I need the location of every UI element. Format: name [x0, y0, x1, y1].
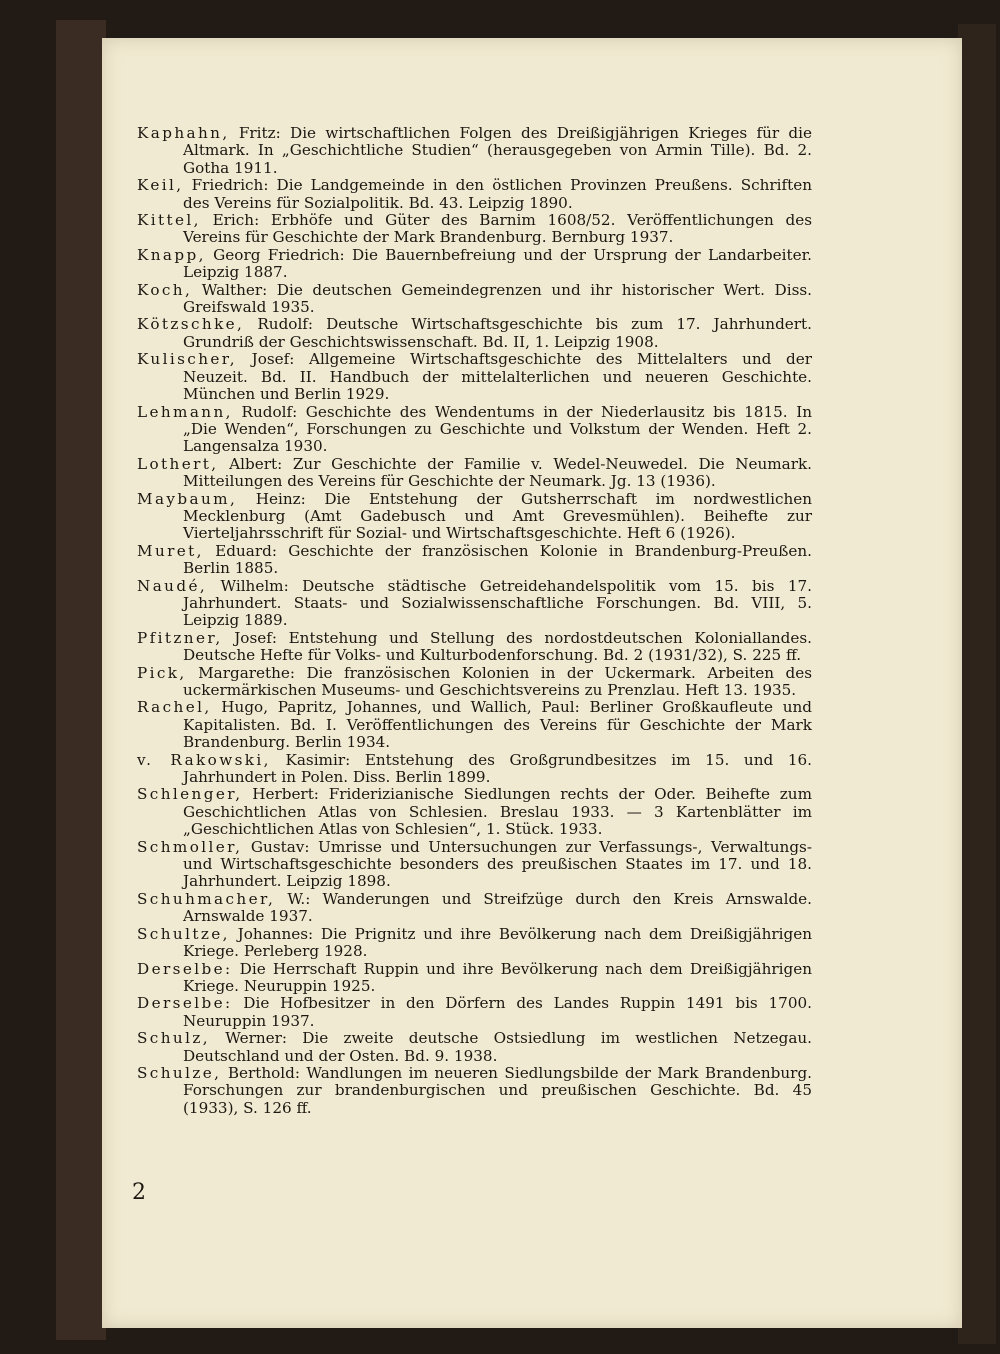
bibliography-entry — [137, 926, 812, 961]
entry-details: Die Herrschaft Ruppin und ihre Bevölkerung nach dem Dreißigjährigen Kriege. Neuruppin 1925. — [183, 959, 812, 995]
entry-author: Schulz, — [137, 1029, 210, 1048]
entry-author: Lehmann, — [137, 402, 233, 421]
entry-author: Schulze, — [137, 1063, 222, 1082]
bibliography-entry — [137, 752, 812, 787]
entry-details: Heinz: Die Entstehung der Gutsherrschaft im nordwestlichen Mecklenburg (Amt Gadebusch und Amt Grevesmühlen). Beihefte zur Vierteljahrsschrift für Sozial- und Wirtschaftsgeschichte. Heft 6 (1926). — [183, 489, 812, 543]
bibliography-entry — [137, 543, 812, 578]
entry-author: Kulischer, — [137, 350, 237, 369]
entry-details: Josef: Allgemeine Wirtschaftsgeschichte des Mittelalters und der Neuzeit. Bd. II. Handbuch der mittelalterlichen und neueren Geschichte. München und Berlin 1929. — [183, 350, 812, 404]
entry-details: Friedrich: Die Landgemeinde in den östlichen Provinzen Preußens. Schriften des Vereins für Sozialpolitik. Bd. 43. Leipzig 1890. — [183, 176, 812, 212]
bibliography-entry — [137, 1065, 812, 1117]
entry-author: v. Rakowski, — [137, 750, 271, 769]
entry-details: Walther: Die deutschen Gemeindegrenzen und ihr historischer Wert. Diss. Greifswald 1935. — [183, 280, 812, 317]
bibliography-entry — [137, 247, 812, 282]
entry-details: Rudolf: Deutsche Wirtschaftsgeschichte bis zum 17. Jahrhundert. Grundriß der Geschichtswissenschaft. Bd. II, 1. Leipzig 1908. — [183, 315, 812, 351]
bibliography-entry — [137, 316, 812, 351]
entry-author: Rachel, — [137, 698, 212, 717]
bibliography-entry — [137, 665, 812, 700]
entry-details: Wilhelm: Deutsche städtische Getreidehandelspolitik vom 15. bis 17. Jahrhundert. Staats- und Sozialwissenschaftliche Forschungen. Bd. VIII, 5. Leipzig 1889. — [183, 576, 812, 630]
entry-author: Pick, — [137, 663, 187, 682]
entry-author: Koch, — [137, 280, 193, 299]
entry-author: Schuhmacher, — [137, 889, 276, 908]
entry-author: Derselbe: — [137, 959, 233, 978]
entry-author: Kötzschke, — [137, 315, 245, 334]
entry-author: Kittel, — [137, 211, 201, 230]
bibliography-entry — [137, 456, 812, 491]
cover-edge-right — [958, 24, 996, 1344]
bibliography-entry — [137, 212, 812, 247]
entry-details: Gustav: Umrisse und Untersuchungen zur Verfassungs-, Verwaltungs- und Wirtschaftsgeschichte besonders des preußischen Staates im 17. und 18. Jahrhundert. Leipzig 1898. — [183, 837, 812, 891]
bibliography-entry — [137, 351, 812, 403]
entry-details: Fritz: Die wirtschaftlichen Folgen des Dreißigjährigen Krieges für die Altmark. In „Geschichtliche Studien“ (herausgegeben von Armin Tille). Bd. 2. Gotha 1911. — [183, 124, 812, 177]
bibliography-entry — [137, 699, 812, 751]
entry-author: Schmoller, — [137, 837, 243, 856]
entry-author: Muret, — [137, 541, 204, 560]
entry-details: Margarethe: Die französischen Kolonien in der Uckermark. Arbeiten des uckermärkischen Museums- und Geschichtsvereins zu Prenzlau. Heft 13. 1935. — [183, 663, 812, 699]
bibliography-entry — [137, 125, 812, 177]
entry-details: Kasimir: Entstehung des Großgrundbesitzes im 15. und 16. Jahrhundert in Polen. Diss. Berlin 1899. — [183, 750, 812, 787]
bibliography-entry — [137, 491, 812, 543]
entry-author: Naudé, — [137, 576, 208, 595]
entry-author: Maybaum, — [137, 489, 238, 508]
entry-details: W.: Wanderungen und Streifzüge durch den Kreis Arnswalde. Arnswalde 1937. — [183, 889, 812, 926]
entry-author: Pfitzner, — [137, 628, 223, 647]
bibliography-entry — [137, 839, 812, 891]
entry-details: Werner: Die zweite deutsche Ostsiedlung im westlichen Netzegau. Deutschland und der Osten. Bd. 9. 1938. — [183, 1029, 812, 1065]
entry-author: Kaphahn, — [137, 124, 230, 142]
entry-author: Lothert, — [137, 454, 219, 473]
bibliography-entry — [137, 995, 812, 1030]
bibliography-entry — [137, 282, 812, 317]
entry-details: Josef: Entstehung und Stellung des nordostdeutschen Koloniallandes. Deutsche Hefte für Volks- und Kulturbodenforschung. Bd. 2 (1931/32), S. 225 ff. — [183, 628, 812, 665]
entry-author: Knapp, — [137, 245, 206, 264]
cover-edge-left — [56, 20, 106, 1340]
entry-details: Berthold: Wandlungen im neueren Siedlungsbilde der Mark Brandenburg. Forschungen zur brandenburgischen und preußischen Geschichte. Bd. 45 (1933), S. 126 ff. — [183, 1063, 812, 1117]
entry-details: Rudolf: Geschichte des Wendentums in der Niederlausitz bis 1815. In „Die Wenden“, Forschungen zu Geschichte und Volkstum der Wenden. Heft 2. Langensalza 1930. — [183, 402, 812, 456]
bibliography-list — [137, 125, 812, 1117]
entry-details: Hugo, Papritz, Johannes, und Wallich, Paul: Berliner Großkaufleute und Kapitalisten. Bd. I. Veröffentlichungen des Vereins für Geschichte der Mark Brandenburg. Berlin 1934. — [183, 698, 812, 752]
entry-details: Die Hofbesitzer in den Dörfern des Landes Ruppin 1491 bis 1700. Neuruppin 1937. — [183, 994, 812, 1030]
entry-author: Keil, — [137, 176, 184, 195]
entry-details: Herbert: Friderizianische Siedlungen rechts der Oder. Beihefte zum Geschichtlichen Atlas von Schlesien. Breslau 1933. — 3 Kartenblätter im „Geschichtlichen Atlas von Schlesien“, 1. Stück. 1933. — [183, 785, 812, 839]
bibliography-entry — [137, 891, 812, 926]
entry-details: Georg Friedrich: Die Bauernbefreiung und der Ursprung der Landarbeiter. Leipzig 1887. — [183, 245, 812, 282]
bibliography-entry — [137, 404, 812, 456]
entry-details: Johannes: Die Prignitz und ihre Bevölkerung nach dem Dreißigjährigen Kriege. Perleberg 1928. — [183, 924, 812, 961]
entry-author: Schlenger, — [137, 785, 243, 804]
bibliography-entry — [137, 1030, 812, 1065]
entry-author: Derselbe: — [137, 994, 233, 1013]
bibliography-entry — [137, 961, 812, 996]
bibliography-entry — [137, 786, 812, 838]
page-number: 2 — [132, 1180, 146, 1205]
bibliography-entry — [137, 578, 812, 630]
bibliography-entry — [137, 177, 812, 212]
bibliography-entry — [137, 630, 812, 665]
entry-details: Erich: Erbhöfe und Güter des Barnim 1608/52. Veröffentlichungen des Vereins für Geschichte der Mark Brandenburg. Bernburg 1937. — [183, 211, 812, 247]
entry-details: Albert: Zur Geschichte der Familie v. Wedel-Neuwedel. Die Neumark. Mitteilungen des Vereins für Geschichte der Neumark. Jg. 13 (1936). — [183, 454, 812, 491]
entry-details: Eduard: Geschichte der französischen Kolonie in Brandenburg-Preußen. Berlin 1885. — [183, 541, 812, 578]
entry-author: Schultze, — [137, 924, 230, 943]
